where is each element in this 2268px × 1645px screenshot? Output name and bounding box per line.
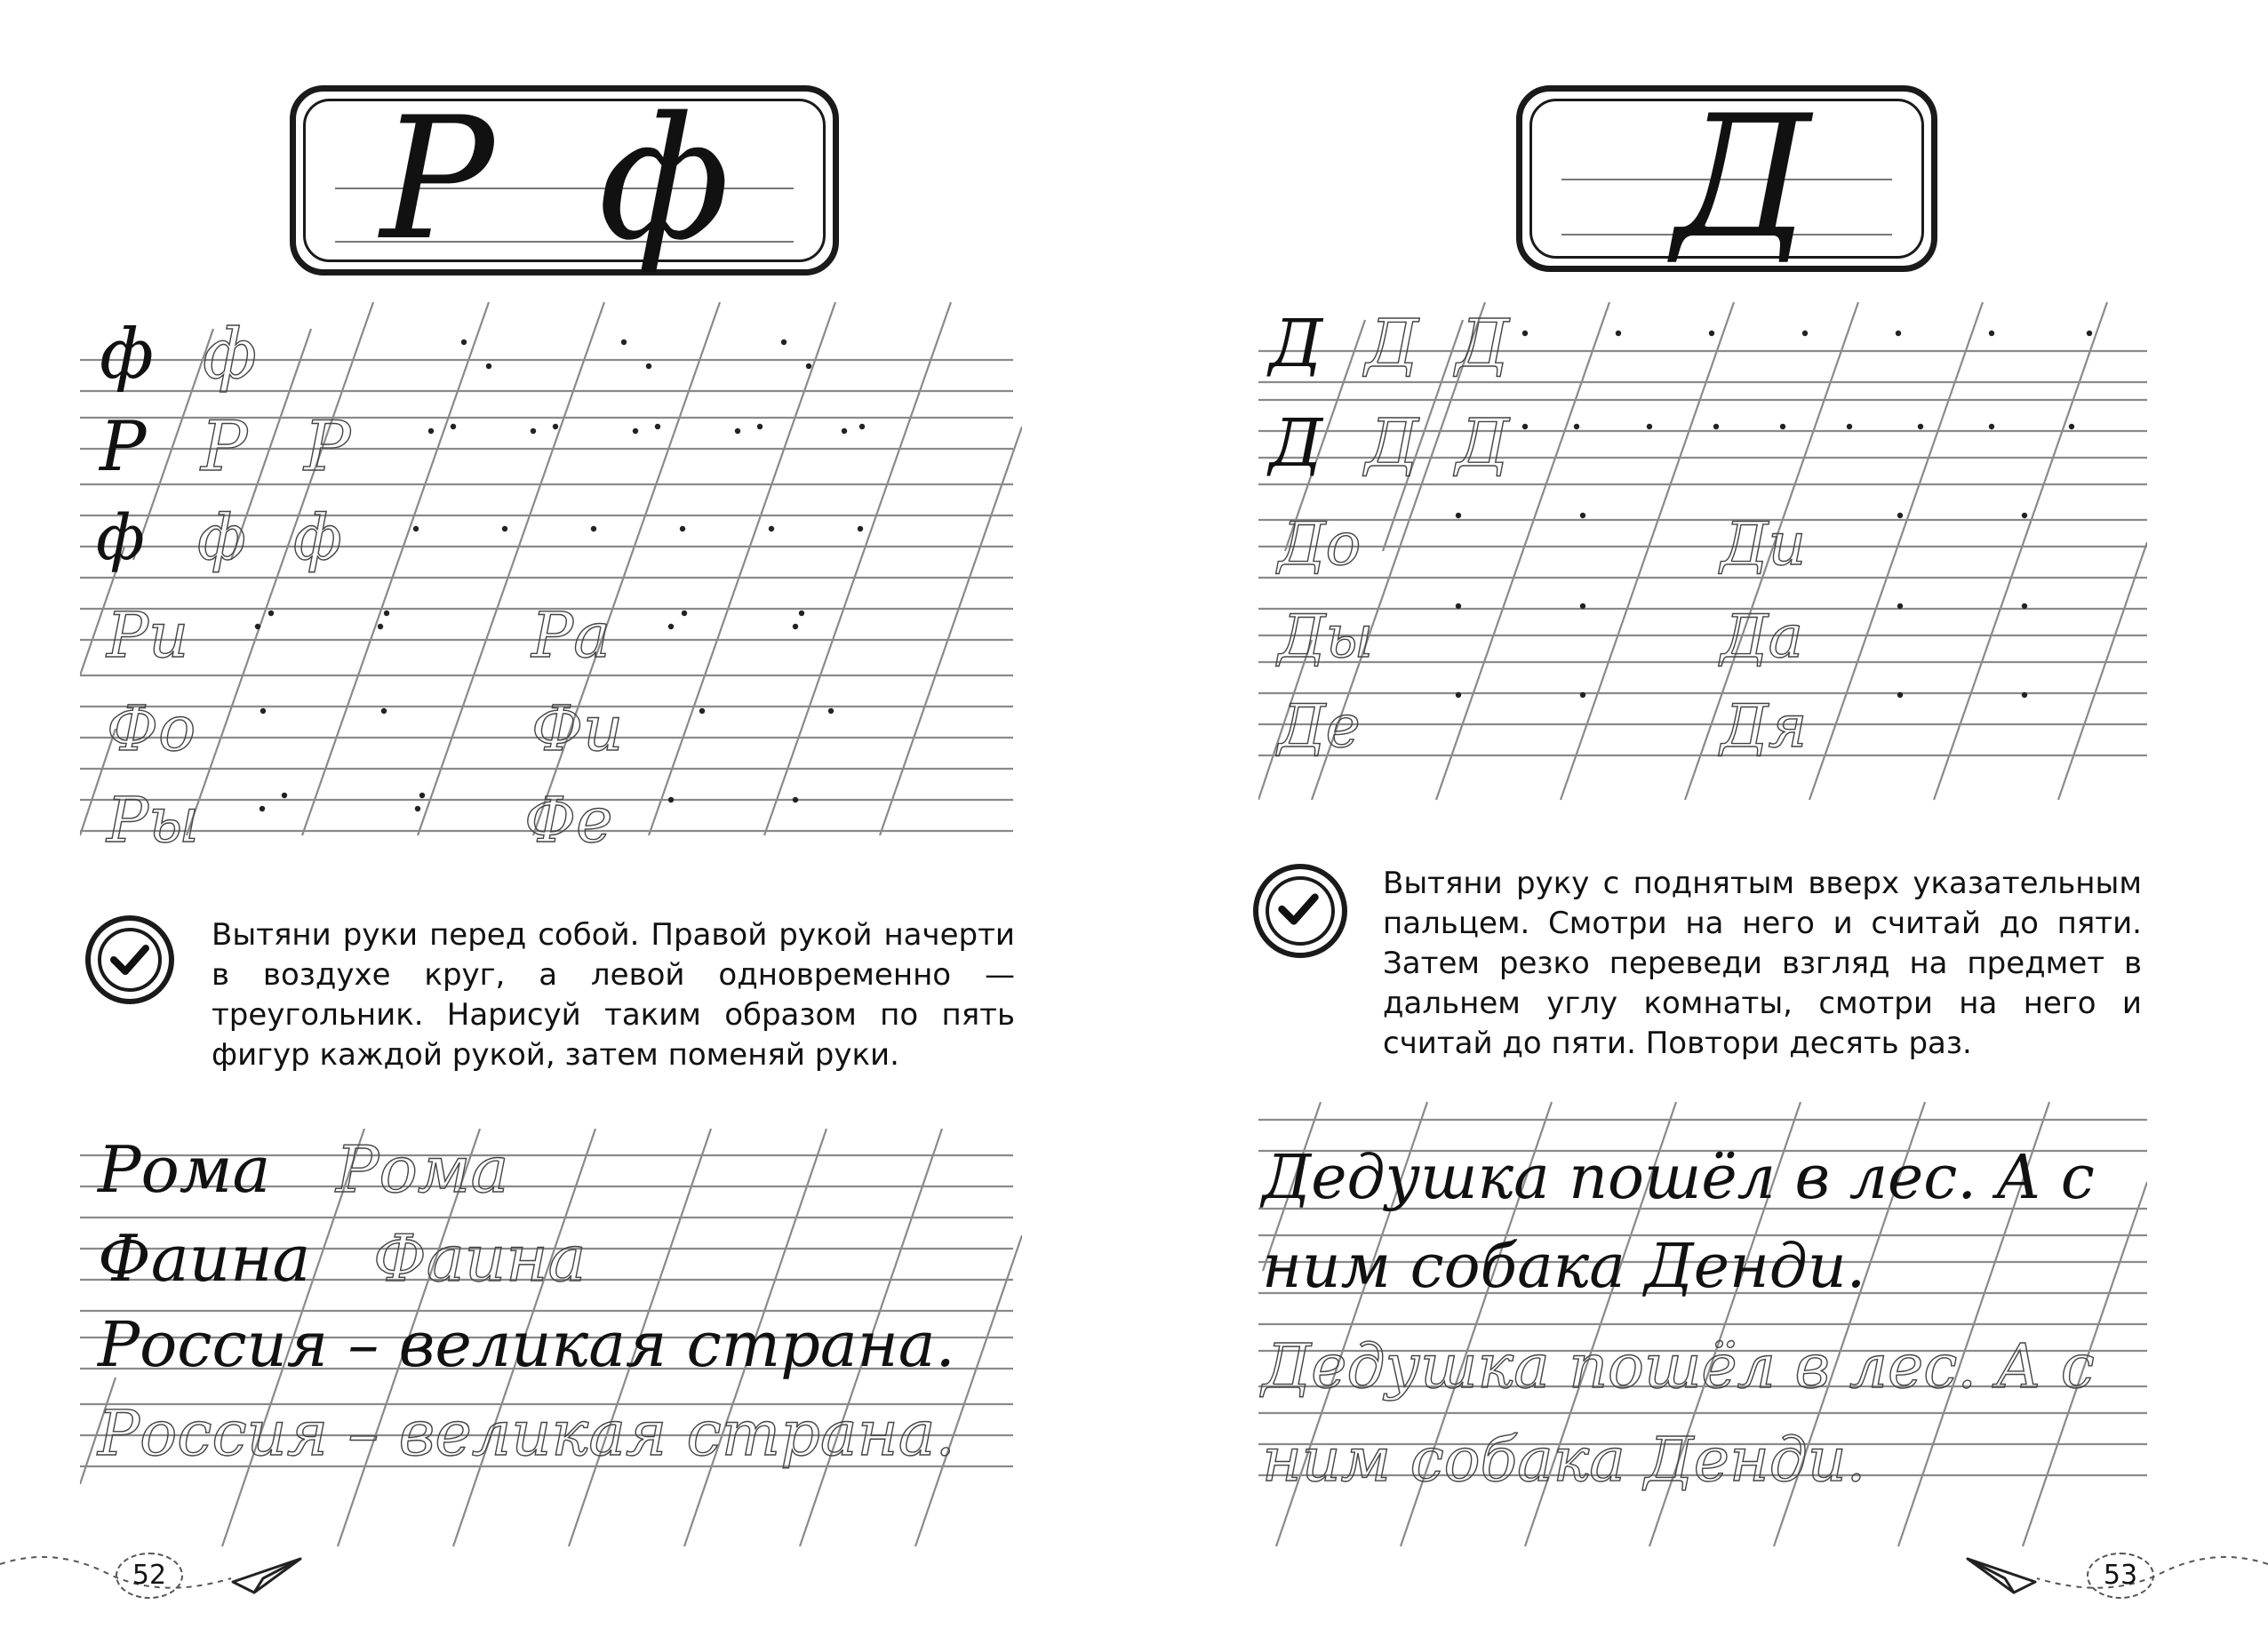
letter-sample: Д	[1456, 405, 1510, 482]
letter-sample: Д	[1365, 306, 1419, 382]
syllable: Ры	[107, 784, 200, 857]
syllable: Ри	[107, 599, 189, 672]
copy-line: Россия – великая страна.	[98, 1308, 955, 1381]
letter-box	[290, 81, 839, 277]
task-text: Вытяни руки перед собой. Правой рукой начерти в воздухе круг, а левой одновременно — треугольник. Нарисуй таким образом по пять фигур каждой рукой, затем поменяй руки.	[212, 917, 1015, 1073]
letter-sample: ф	[197, 501, 246, 574]
copy-line-trace: ним собака Денди.	[1262, 1425, 1866, 1496]
letter-sample: Р	[100, 407, 147, 487]
letter-sample: Д	[1269, 405, 1323, 482]
letter-box	[1516, 79, 1937, 275]
syllable: Де	[1278, 692, 1361, 761]
syllable: Фо	[107, 692, 196, 765]
letter-sample: Д	[1456, 306, 1510, 382]
letter-box-letter: Р	[380, 81, 494, 277]
syllable: Фи	[531, 692, 624, 765]
letter-sample: ф	[293, 501, 342, 574]
task-block	[85, 915, 1018, 1111]
checkmark-icon	[85, 915, 174, 1004]
copy-line-trace: Дедушка пошёл в лес. А с	[1262, 1332, 2095, 1402]
syllable: Ра	[531, 599, 611, 672]
checkmark-icon	[1253, 864, 1347, 958]
letter-sample: Д	[1365, 405, 1419, 482]
letter-sample: ф	[100, 315, 155, 395]
copy-line: Фаина	[98, 1221, 311, 1296]
right-page	[1134, 0, 2268, 1645]
syllable: Да	[1721, 603, 1804, 671]
syllable: Дя	[1721, 692, 1808, 761]
letter-sample: Р	[304, 407, 351, 487]
copy-line-trace: Россия – великая страна.	[98, 1397, 955, 1470]
letter-sample: ф	[203, 315, 258, 395]
handwriting-grid	[1258, 302, 2147, 853]
letter-box-letter: Д	[1673, 79, 1811, 275]
page-number: 53	[2087, 1553, 2154, 1599]
syllable: Ды	[1278, 603, 1374, 671]
copy-line-trace: Рома	[336, 1132, 509, 1207]
letter-sample: Р	[201, 407, 248, 487]
copy-line-trace: Фаина	[373, 1221, 587, 1296]
syllable: До	[1278, 510, 1362, 579]
copy-line: Рома	[98, 1132, 271, 1207]
page-number: 52	[116, 1553, 183, 1599]
syllable: Фе	[524, 784, 613, 857]
letter-sample: Д	[1269, 306, 1323, 382]
copy-line: Дедушка пошёл в лес. А с	[1262, 1143, 2095, 1213]
task-text: Вытяни руку с поднятым вверх указательным пальцем. Смотри на него и считай до пяти. Затем резко переведи взгляд на предмет в дальнем углу комнаты, смотри на него и считай до пяти. Повтори десять раз.	[1383, 866, 2142, 1061]
paper-plane-icon	[1968, 1559, 2035, 1593]
letter-sample: ф	[96, 501, 145, 574]
syllable: Ди	[1721, 510, 1807, 579]
letter-box-letter: ф	[598, 81, 731, 277]
copy-line: ним собака Денди.	[1262, 1232, 1866, 1302]
paper-plane-icon	[233, 1559, 300, 1593]
task-block	[1253, 864, 2142, 1068]
